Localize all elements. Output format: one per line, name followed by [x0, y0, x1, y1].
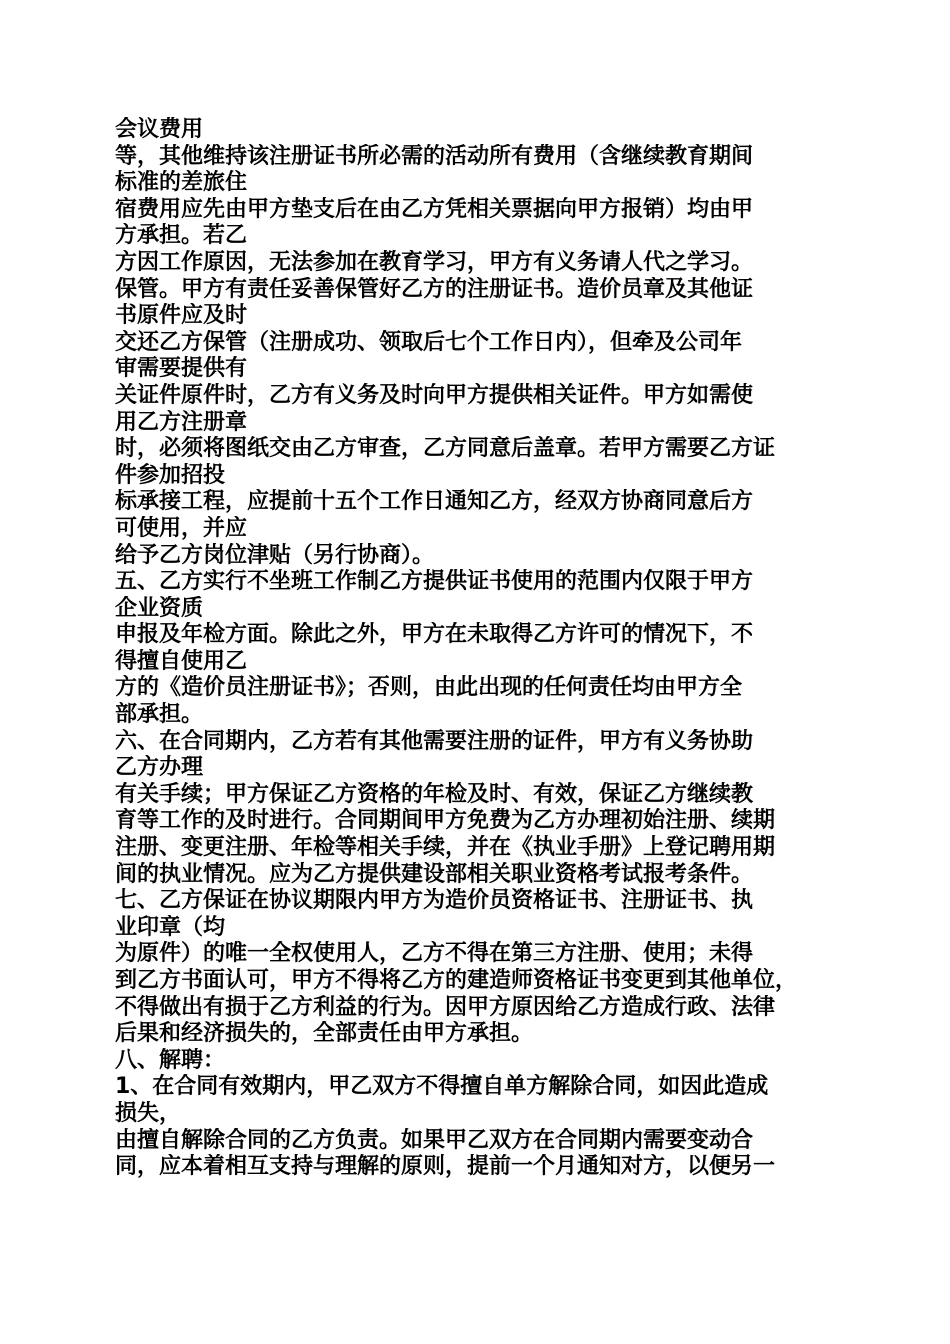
- document-body: [115, 117, 835, 1181]
- text-line: 得擅自使用乙: [115, 648, 248, 674]
- text-line: 等，其他维持该注册证书所必需的活动所有费用（含继续教育期间: [115, 143, 754, 169]
- text-line: 业印章（均: [115, 914, 226, 940]
- text-line: 后果和经济损失的，全部责任由甲方承担。: [115, 1021, 534, 1047]
- text-line: 用乙方注册章: [115, 409, 248, 435]
- text-line: 交还乙方保管（注册成功、领取后七个工作日内），但牵及公司年: [115, 329, 743, 355]
- text-line: 审需要提供有: [115, 356, 248, 382]
- text-line: 为原件）的唯一全权使用人，乙方不得在第三方注册、使用；未得: [115, 941, 754, 967]
- text-line: 同，应本着相互支持与理解的原则，提前一个月通知对方，以便另一: [115, 1154, 776, 1180]
- text-line: 育等工作的及时进行。合同期间甲方免费为乙方办理初始注册、续期: [115, 808, 776, 834]
- text-line: 不得做出有损于乙方利益的行为。因甲方原因给乙方造成行政、法律: [115, 994, 776, 1020]
- text-line: 五、乙方实行不坐班工作制乙方提供证书使用的范围内仅限于甲方: [115, 569, 754, 595]
- text-line: 给予乙方岗位津贴（另行协商）。: [115, 542, 435, 568]
- text-line: 到乙方书面认可，甲方不得将乙方的建造师资格证书变更到其他单位，: [115, 968, 798, 993]
- text-line: 标准的差旅住: [115, 170, 248, 196]
- text-line: 可使用，并应: [115, 515, 248, 541]
- text-line: 宿费用应先由甲方垫支后在由乙方凭相关票据向甲方报销）均由甲: [115, 196, 754, 222]
- text-line: 损失，: [115, 1100, 182, 1126]
- text-line: 申报及年检方面。除此之外，甲方在未取得乙方许可的情况下，不: [115, 622, 754, 648]
- text-line: 方因工作原因，无法参加在教育学习，甲方有义务请人代之学习。: [115, 249, 754, 275]
- text-line: 企业资质: [115, 595, 204, 621]
- text-line: 八、解聘：: [115, 1047, 226, 1073]
- text-line: 保管。甲方有责任妥善保管好乙方的注册证书。造价员章及其他证: [115, 276, 754, 302]
- text-line: 标承接工程，应提前十五个工作日通知乙方，经双方协商同意后方: [115, 489, 754, 515]
- text-line: 注册、变更注册、年检等相关手续，并在《执业手册》上登记聘用期: [115, 835, 776, 861]
- text-line: 时，必须将图纸交由乙方审查，乙方同意后盖章。若甲方需要乙方证: [115, 436, 776, 462]
- text-line: 关证件原件时，乙方有义务及时向甲方提供相关证件。甲方如需使: [115, 382, 754, 408]
- text-line: 方承担。若乙: [115, 223, 248, 249]
- text-line: 间的执业情况。应为乙方提供建设部相关职业资格考试报考条件。: [115, 861, 754, 887]
- text-line: 部承担。: [115, 702, 204, 728]
- text-line: 书原件应及时: [115, 303, 248, 329]
- text-line: 会议费用: [115, 117, 204, 142]
- text-line: 方的《造价员注册证书》；否则，由此出现的任何责任均由甲方全: [115, 675, 743, 701]
- text-line: 1、在合同有效期内，甲乙双方不得擅自单方解除合同，如因此造成: [115, 1074, 769, 1100]
- text-line: 由擅自解除合同的乙方负责。如果甲乙双方在合同期内需要变动合: [115, 1127, 754, 1153]
- text-line: 乙方办理: [115, 755, 204, 781]
- text-line: 六、在合同期内，乙方若有其他需要注册的证件，甲方有义务协助: [115, 728, 754, 754]
- text-line: 七、乙方保证在协议期限内甲方为造价员资格证书、注册证书、执: [115, 888, 754, 914]
- text-line: 件参加招投: [115, 462, 226, 488]
- text-line: 有关手续；甲方保证乙方资格的年检及时、有效，保证乙方继续教: [115, 781, 754, 807]
